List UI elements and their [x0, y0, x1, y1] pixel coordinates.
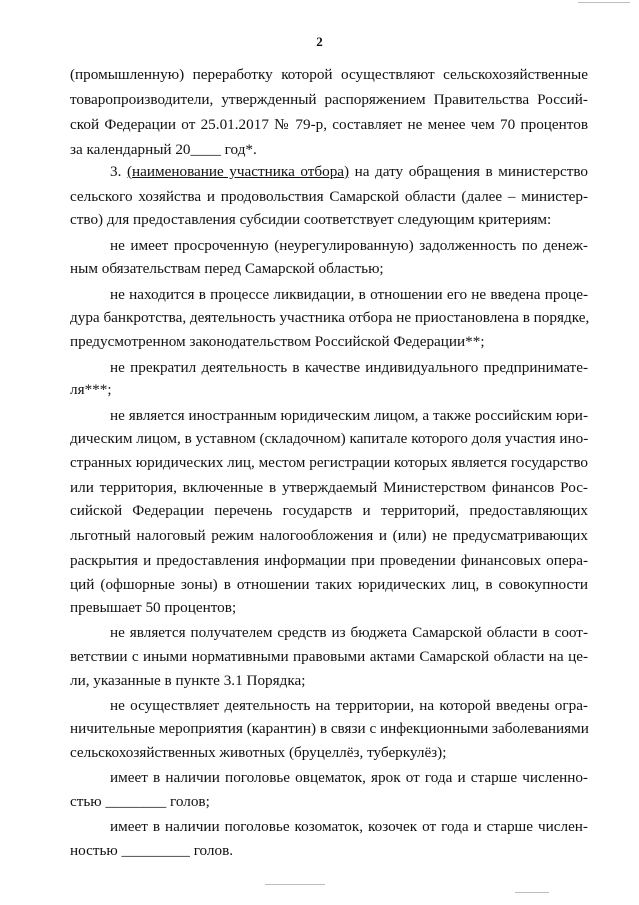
- text-line: льготный налоговый режим налогообложения и (или) не предусматривающих: [70, 527, 588, 544]
- criterion-line: не является получателем средств из бюджета Самарской области в соот-: [110, 624, 588, 641]
- text-line: стью ________ голов;: [70, 793, 210, 810]
- text-line: ство) для предоставления субсидии соответствует следующим критериям:: [70, 211, 552, 228]
- scan-artifact: [578, 2, 630, 3]
- text-line: за календарный 20____ год*.: [70, 141, 257, 158]
- text-line: ций (офшорные зоны) в отношении таких юридических лиц, в совокупности: [70, 576, 588, 593]
- text-line: превышает 50 процентов;: [70, 599, 237, 616]
- text-line: или территория, включенные в утверждаемый Министерством финансов Рос-: [70, 479, 588, 496]
- criterion-line: имеет в наличии поголовье козоматок, козочек от года и старше числен-: [110, 818, 588, 835]
- text-line: раскрытия и предоставления информации при проведении финансовых опера-: [70, 552, 588, 569]
- text-line: товаропроизводители, утвержденный распоряжением Правительства Россий-: [70, 91, 588, 108]
- text-line: предусмотренном законодательством Российской Федерации**;: [70, 333, 485, 350]
- criterion-line: не осуществляет деятельность на территории, на которой введены огра-: [110, 697, 588, 714]
- criterion-line: не прекратил деятельность в качестве индивидуального предпринимате-: [110, 359, 588, 376]
- text-line: сийской Федерации перечень государств и территорий, предоставляющих: [70, 502, 588, 519]
- scan-artifact: [515, 892, 549, 893]
- text-line: (промышленную) переработку которой осуществляют сельскохозяйственные: [70, 66, 588, 83]
- text-line: ли, указанные в пункте 3.1 Порядка;: [70, 672, 306, 689]
- text-line: ностью _________ голов.: [70, 842, 234, 859]
- text-line: сельскохозяйственных животных (бруцеллёз, туберкулёз);: [70, 744, 447, 761]
- criterion-line: имеет в наличии поголовье овцематок, ярок от года и старше численно-: [110, 769, 588, 786]
- criterion-line: не находится в процессе ликвидации, в отношении его не введена проце-: [110, 286, 588, 303]
- text-line: ской Федерации от 25.01.2017 № 79-р, составляет не менее чем 70 процентов: [70, 116, 588, 133]
- item-number: 3.: [110, 163, 122, 180]
- text-line: дура банкротства, деятельность участника отбора не приостановлена в порядке,: [70, 309, 590, 326]
- text-line: странных юридических лиц, местом регистрации которых является государство: [70, 454, 588, 471]
- criterion-line: не является иностранным юридическим лицом, а также российским юри-: [110, 407, 588, 424]
- scan-artifact: [265, 884, 325, 885]
- text-line: дическим лицом, в уставном (складочном) капитале которого доля участия ино-: [70, 430, 589, 447]
- criterion-line: не имеет просроченную (неурегулированную) задолженность по денеж-: [110, 237, 588, 254]
- text-line: ля***;: [70, 381, 112, 398]
- numbered-item-line: [110, 161, 588, 183]
- text-fragment: на дату обращения в министерство: [354, 163, 589, 180]
- text-line: ветствии с иными нормативными правовыми актами Самарской области на це-: [70, 648, 588, 665]
- text-line: ничительные мероприятия (карантин) в связи с инфекционными заболеваниями: [70, 720, 589, 737]
- page-number: 2: [316, 34, 323, 49]
- text-line: ным обязательствам перед Самарской областью;: [70, 260, 384, 277]
- text-line: сельского хозяйства и продовольствия Самарской области (далее – министер-: [70, 188, 588, 205]
- participant-name-placeholder: (наименование участника отбора): [126, 163, 350, 180]
